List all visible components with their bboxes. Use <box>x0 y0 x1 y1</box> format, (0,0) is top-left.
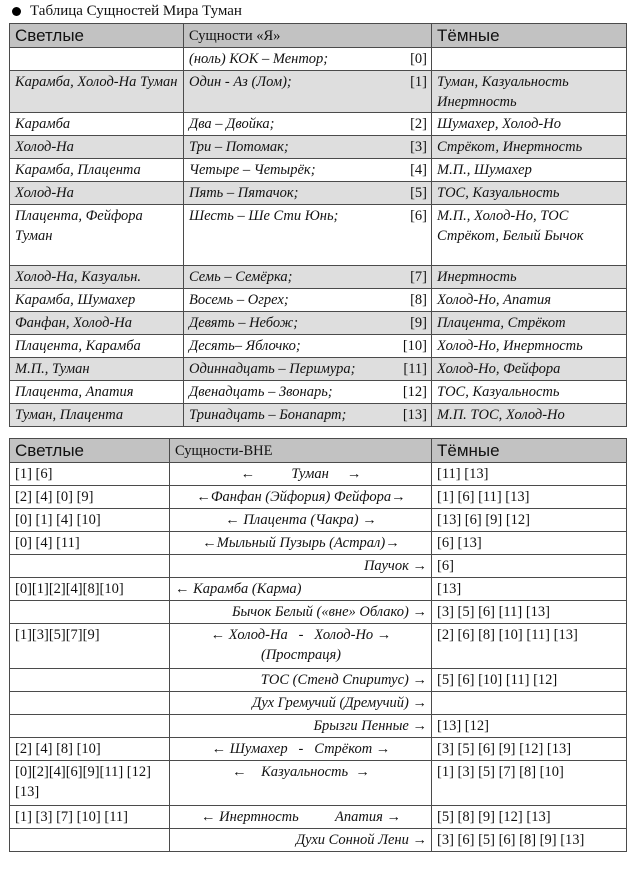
table-row <box>10 669 627 692</box>
dark-cell: Холод-Но, Фейфора <box>432 358 627 381</box>
entity-name: Один - Аз (Лом); <box>189 74 292 90</box>
dark-cell: М.П., Холод-Но, ТОС Стрёкот, Белый Бычок <box>432 205 627 266</box>
light-cell: [2] [4] [8] [10] <box>10 738 170 761</box>
entity-cell <box>184 381 432 404</box>
entity-cell <box>184 358 432 381</box>
entity-name: Три – Потомак; <box>189 139 289 155</box>
table-row <box>10 761 627 806</box>
table-row <box>10 358 627 381</box>
light-cell: М.П., Туман <box>10 358 184 381</box>
light-cell: [0] [1] [4] [10] <box>10 509 170 532</box>
light-cell: Холод-На <box>10 136 184 159</box>
title-text: Таблица Сущностей Мира Туман <box>30 2 242 19</box>
entity-cell <box>184 136 432 159</box>
entity-name: (ноль) КОК – Ментор; <box>189 51 329 67</box>
dark-cell <box>432 48 627 71</box>
table-row <box>10 463 627 486</box>
entity-cell: ← Плацента (Чакра) → <box>170 509 432 532</box>
entity-name: Семь – Семёрка; <box>189 269 293 285</box>
entity-number: [0] <box>410 51 427 67</box>
entity-cell: Паучок → <box>170 555 432 578</box>
entity-cell: ТОС (Стенд Спиритус) → <box>170 669 432 692</box>
light-cell: [1] [6] <box>10 463 170 486</box>
light-cell: [1][3][5][7][9] <box>10 624 170 669</box>
light-cell: Карамба, Холод-На Туман <box>10 71 184 113</box>
light-cell: [1] [3] [7] [10] [11] <box>10 806 170 829</box>
entity-number: [12] <box>402 384 427 400</box>
entity-line <box>189 313 427 333</box>
light-cell <box>10 692 170 715</box>
dark-cell: [11] [13] <box>432 463 627 486</box>
entity-name: Восемь – Огрех; <box>189 292 289 308</box>
entity-line <box>189 49 427 69</box>
entity-line <box>189 290 427 310</box>
table-row <box>10 182 627 205</box>
table-row <box>10 624 627 669</box>
dark-cell: Туман, Казуальность Инертность <box>432 71 627 113</box>
light-cell: Карамба, Плацента <box>10 159 184 182</box>
entity-cell: ← Шумахер - Стрёкот → <box>170 738 432 761</box>
table-row <box>10 335 627 358</box>
table-row <box>10 381 627 404</box>
table-row <box>10 312 627 335</box>
dark-cell: [6] <box>432 555 627 578</box>
light-cell: [0][2][4][6][9][11] [12] [13] <box>10 761 170 806</box>
table-row <box>10 266 627 289</box>
entity-cell: ← Инертность Апатия → <box>170 806 432 829</box>
dark-cell: [6] [13] <box>432 532 627 555</box>
entity-cell <box>184 289 432 312</box>
dark-cell: Инертность <box>432 266 627 289</box>
entity-name: Одиннадцать – Перимура; <box>189 361 356 377</box>
entity-cell: ← Холод-На - Холод-Но → (Простраця) <box>170 624 432 669</box>
entity-line <box>189 267 427 287</box>
table-row <box>10 829 627 852</box>
entity-cell <box>184 335 432 358</box>
light-cell: Плацента, Апатия <box>10 381 184 404</box>
dark-cell: ТОС, Казуальность <box>432 381 627 404</box>
entity-cell: Духи Сонной Лени → <box>170 829 432 852</box>
table-row <box>10 486 627 509</box>
entity-name: Тринадцать – Бонапарт; <box>189 407 347 423</box>
entity-name: Девять – Небож; <box>189 315 299 331</box>
entity-cell <box>184 266 432 289</box>
entities-vne-table <box>9 438 627 852</box>
entity-number: [4] <box>410 162 427 178</box>
light-cell: Плацента, Карамба <box>10 335 184 358</box>
table-row <box>10 738 627 761</box>
entity-line <box>189 160 427 180</box>
dark-cell: М.П., Шумахер <box>432 159 627 182</box>
bullet-icon <box>12 7 21 16</box>
dark-cell: [13] <box>432 578 627 601</box>
table-row <box>10 113 627 136</box>
entity-cell: ← Казуальность → <box>170 761 432 806</box>
light-cell: [0][1][2][4][8][10] <box>10 578 170 601</box>
entity-number: [13] <box>402 407 427 423</box>
dark-cell: [3] [5] [6] [11] [13] <box>432 601 627 624</box>
dark-cell <box>432 692 627 715</box>
dark-cell: [2] [6] [8] [10] [11] [13] <box>432 624 627 669</box>
table-row <box>10 404 627 427</box>
light-cell <box>10 669 170 692</box>
dark-cell: [13] [12] <box>432 715 627 738</box>
entity-line <box>189 405 427 425</box>
table-header-row <box>10 439 627 463</box>
dark-cell: [1] [6] [11] [13] <box>432 486 627 509</box>
table-row <box>10 71 627 113</box>
light-cell <box>10 715 170 738</box>
entity-line <box>189 72 427 92</box>
table-row <box>10 509 627 532</box>
entity-number: [10] <box>402 338 427 354</box>
dark-cell: Стрёкот, Инертность <box>432 136 627 159</box>
entity-number: [8] <box>410 292 427 308</box>
header-dark: Тёмные <box>432 24 627 48</box>
entity-cell <box>184 113 432 136</box>
entity-name: Пять – Пятачок; <box>189 185 299 201</box>
light-cell: Туман, Плацента <box>10 404 184 427</box>
entity-number: [6] <box>410 208 427 224</box>
dark-cell: [1] [3] [5] [7] [8] [10] <box>432 761 627 806</box>
entity-name: Два – Двойка; <box>189 116 275 132</box>
entity-cell: ←Мыльный Пузырь (Астрал)→ <box>170 532 432 555</box>
table-row <box>10 136 627 159</box>
entity-name: Десять– Яблочко; <box>189 338 301 354</box>
entities-ya-table <box>9 23 627 427</box>
table-row <box>10 289 627 312</box>
entity-cell: ← Туман → <box>170 463 432 486</box>
entity-line <box>189 206 427 226</box>
entity-cell <box>184 404 432 427</box>
entity-line <box>189 183 427 203</box>
light-cell: [0] [4] [11] <box>10 532 170 555</box>
entity-cell <box>184 312 432 335</box>
light-cell: Карамба, Шумахер <box>10 289 184 312</box>
dark-cell: Плацента, Стрёкот <box>432 312 627 335</box>
entity-number: [5] <box>410 185 427 201</box>
table-row <box>10 806 627 829</box>
entity-line <box>189 359 427 379</box>
dark-cell: [3] [6] [5] [6] [8] [9] [13] <box>432 829 627 852</box>
light-cell <box>10 601 170 624</box>
entity-number: [7] <box>410 269 427 285</box>
table-header-row <box>10 24 627 48</box>
dark-cell: [13] [6] [9] [12] <box>432 509 627 532</box>
table-row <box>10 715 627 738</box>
entity-cell: ←Фанфан (Эйфория) Фейфора→ <box>170 486 432 509</box>
entity-cell: Брызги Пенные → <box>170 715 432 738</box>
header-entities: Сущности «Я» <box>184 24 432 48</box>
entity-cell <box>184 205 432 266</box>
dark-cell: [5] [6] [10] [11] [12] <box>432 669 627 692</box>
light-cell: Холод-На <box>10 182 184 205</box>
table-row <box>10 692 627 715</box>
header-light: Светлые <box>10 24 184 48</box>
light-cell: Фанфан, Холод-На <box>10 312 184 335</box>
light-cell <box>10 48 184 71</box>
entity-number: [2] <box>410 116 427 132</box>
entity-number: [9] <box>410 315 427 331</box>
entity-cell: Дух Гремучий (Дремучий) → <box>170 692 432 715</box>
header-dark: Тёмные <box>432 439 627 463</box>
entity-name: Четыре – Четырёк; <box>189 162 316 178</box>
dark-cell: [3] [5] [6] [9] [12] [13] <box>432 738 627 761</box>
table-row <box>10 555 627 578</box>
entity-cell: ← Карамба (Карма) <box>170 578 432 601</box>
table-row <box>10 48 627 71</box>
entity-name: Двенадцать – Звонарь; <box>189 384 333 400</box>
header-entities: Сущности-ВНЕ <box>170 439 432 463</box>
entity-line <box>189 114 427 134</box>
dark-cell: Шумахер, Холод-Но <box>432 113 627 136</box>
entity-cell: Бычок Белый («вне» Облако) → <box>170 601 432 624</box>
dark-cell: Холод-Но, Инертность <box>432 335 627 358</box>
entity-number: [11] <box>403 361 427 377</box>
entity-line <box>189 382 427 402</box>
entity-number: [1] <box>410 74 427 90</box>
header-light: Светлые <box>10 439 170 463</box>
table-row <box>10 159 627 182</box>
light-cell: Карамба <box>10 113 184 136</box>
light-cell: Плацента, Фейфора Туман <box>10 205 184 266</box>
entity-name: Шесть – Ше Сти Юнь; <box>189 208 339 224</box>
dark-cell: ТОС, Казуальность <box>432 182 627 205</box>
light-cell <box>10 829 170 852</box>
dark-cell: М.П. ТОС, Холод-Но <box>432 404 627 427</box>
table-row <box>10 205 627 266</box>
entity-cell <box>184 71 432 113</box>
light-cell: Холод-На, Казуальн. <box>10 266 184 289</box>
entity-line <box>189 137 427 157</box>
entity-cell <box>184 48 432 71</box>
table-row <box>10 532 627 555</box>
dark-cell: [5] [8] [9] [12] [13] <box>432 806 627 829</box>
page-title <box>10 2 242 20</box>
light-cell: [2] [4] [0] [9] <box>10 486 170 509</box>
entity-cell <box>184 159 432 182</box>
entity-line <box>189 336 427 356</box>
dark-cell: Холод-Но, Апатия <box>432 289 627 312</box>
table-row <box>10 578 627 601</box>
light-cell <box>10 555 170 578</box>
entity-cell <box>184 182 432 205</box>
table-row <box>10 601 627 624</box>
entity-number: [3] <box>410 139 427 155</box>
